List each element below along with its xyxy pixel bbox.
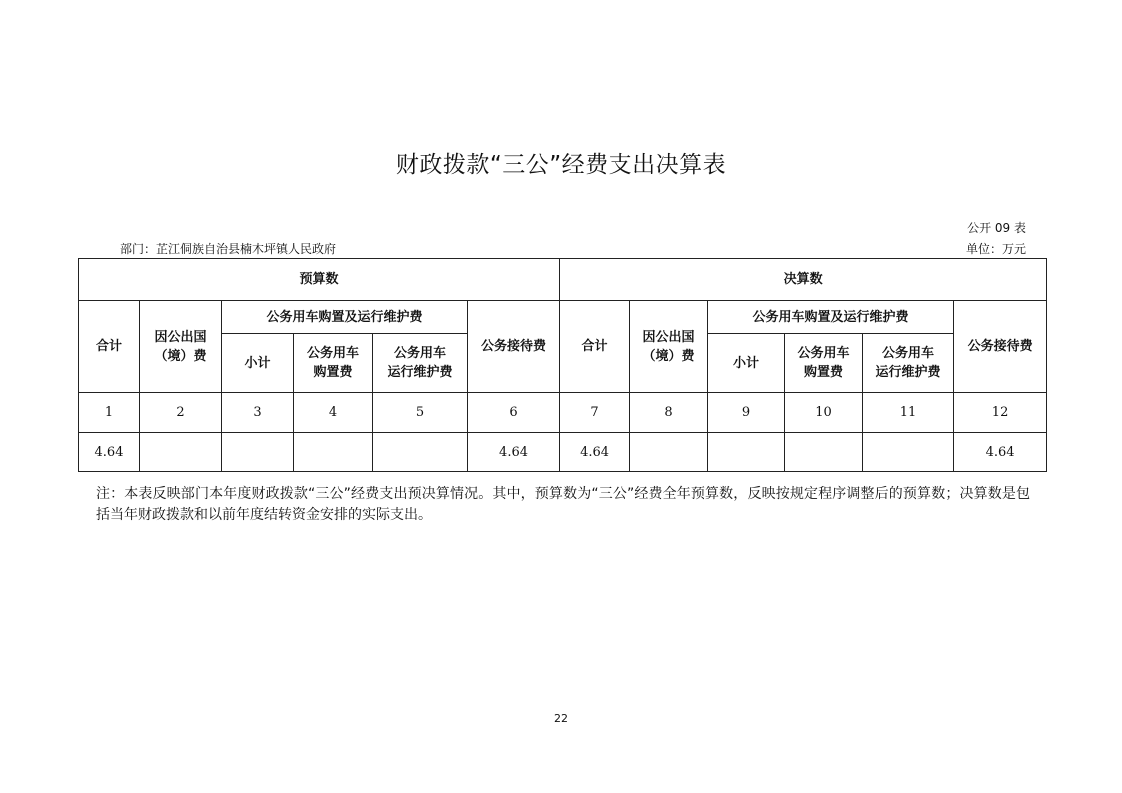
final-vehicle-operation-header	[863, 334, 954, 393]
table-header-row	[79, 259, 1047, 301]
page-number: 22	[554, 712, 568, 725]
final-subtotal-header: 小计	[708, 334, 785, 393]
column-number: 11	[863, 393, 954, 433]
form-number: 公开 09 表	[967, 221, 1026, 235]
budget-abroad-header	[140, 301, 222, 393]
value-cell: 4.64	[79, 433, 140, 472]
value-cell: 4.64	[954, 433, 1047, 472]
abroad-label-line2: （境）费	[154, 348, 207, 364]
abroad-label-line1: 因公出国	[642, 329, 695, 345]
budget-header: 预算数	[79, 259, 560, 301]
column-number: 5	[373, 393, 468, 433]
final-abroad-header	[630, 301, 708, 393]
value-cell	[222, 433, 294, 472]
column-number: 3	[222, 393, 294, 433]
table-header-row	[79, 301, 1047, 334]
budget-reception-header: 公务接待费	[468, 301, 560, 393]
document-title: 财政拨款“三公”经费支出决算表	[395, 152, 727, 178]
budget-subtotal-header: 小计	[222, 334, 294, 393]
final-reception-header: 公务接待费	[954, 301, 1047, 393]
column-number: 8	[630, 393, 708, 433]
table-note: 注：本表反映部门本年度财政拨款“三公”经费支出预决算情况。其中，预算数为“三公”经费全年预算数，反映按规定程序调整后的预算数；决算数是包括当年财政拨款和以前年度结转资金安排的实际支出。	[96, 486, 1030, 523]
value-cell	[294, 433, 373, 472]
column-number: 6	[468, 393, 560, 433]
column-number: 1	[79, 393, 140, 433]
value-cell	[785, 433, 863, 472]
vehicle-purchase-line1: 公务用车	[306, 346, 359, 361]
value-cell: 4.64	[560, 433, 630, 472]
vehicle-operation-line2: 运行维护费	[387, 365, 453, 380]
department-label: 部门：芷江侗族自治县楠木坪镇人民政府	[120, 242, 337, 256]
column-number: 4	[294, 393, 373, 433]
vehicle-purchase-line1: 公务用车	[797, 346, 850, 361]
value-cell	[708, 433, 785, 472]
budget-total-header: 合计	[79, 301, 140, 393]
value-cell	[863, 433, 954, 472]
column-number: 10	[785, 393, 863, 433]
final-vehicle-purchase-header	[785, 334, 863, 393]
value-cell	[373, 433, 468, 472]
column-number: 12	[954, 393, 1047, 433]
budget-vehicle-purchase-header	[294, 334, 373, 393]
budget-vehicle-operation-header	[373, 334, 468, 393]
vehicle-operation-line1: 公务用车	[882, 346, 935, 361]
vehicle-operation-line2: 运行维护费	[875, 365, 941, 380]
abroad-label-line2: （境）费	[642, 348, 695, 364]
final-vehicle-group-header: 公务用车购置及运行维护费	[708, 301, 954, 334]
three-public-expenses-table	[78, 258, 1047, 472]
vehicle-purchase-line2: 购置费	[804, 365, 844, 380]
final-total-header: 合计	[560, 301, 630, 393]
unit-label: 单位：万元	[965, 242, 1026, 256]
abroad-label-line1: 因公出国	[154, 329, 207, 345]
column-number: 7	[560, 393, 630, 433]
value-cell	[140, 433, 222, 472]
column-number: 2	[140, 393, 222, 433]
budget-vehicle-group-header: 公务用车购置及运行维护费	[222, 301, 468, 334]
column-number: 9	[708, 393, 785, 433]
vehicle-operation-line1: 公务用车	[393, 346, 446, 361]
vehicle-purchase-line2: 购置费	[313, 365, 353, 380]
value-cell	[630, 433, 708, 472]
final-header: 决算数	[560, 259, 1047, 301]
value-cell: 4.64	[468, 433, 560, 472]
value-row	[79, 433, 1047, 472]
column-number-row	[79, 393, 1047, 433]
